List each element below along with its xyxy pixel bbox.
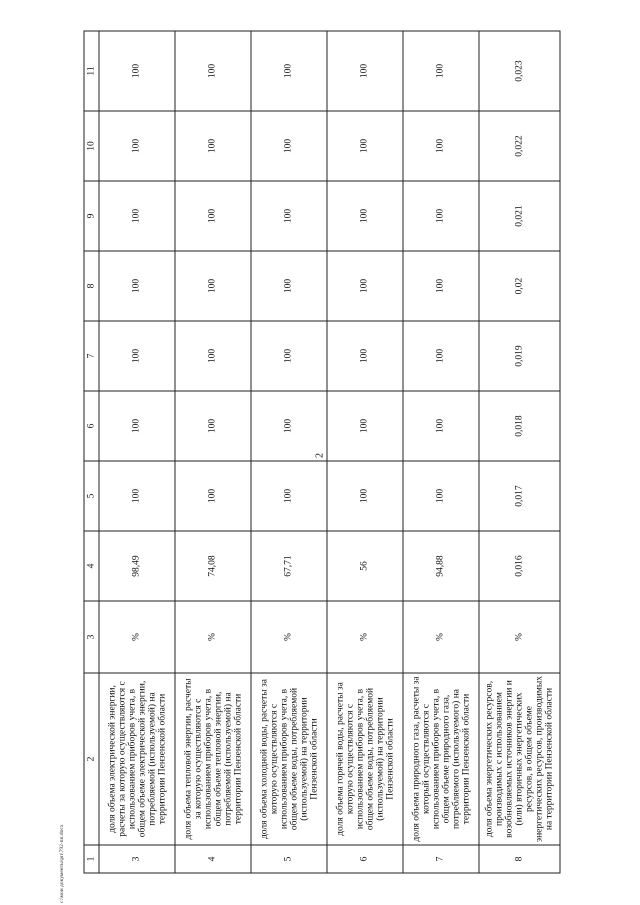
footer-path <box>54 820 70 903</box>
header-cell: 5 <box>84 461 99 531</box>
row-unit: % <box>327 601 403 673</box>
header-row <box>84 31 99 873</box>
value-cell: 100 <box>251 31 327 111</box>
footer-path-text: c:\мои документы\рп\792-пп.docx <box>59 824 65 903</box>
header-cell: 1 <box>84 845 99 873</box>
header-cell: 4 <box>84 531 99 601</box>
value-cell: 100 <box>99 111 175 181</box>
header-cell: 6 <box>84 391 99 461</box>
header-cell: 9 <box>84 181 99 251</box>
value-cell: 100 <box>99 461 175 531</box>
value-cell: 100 <box>251 251 327 321</box>
value-cell: 100 <box>327 251 403 321</box>
value-cell: 100 <box>175 321 251 391</box>
row-description: доля объема энергетических ресурсов, производимых с использованием возобновляемых источников энергии и (или) вторичных энергетических ресурсов, в общем объеме энергетических ресурсов, производимых на территории Пензенской области <box>479 673 560 845</box>
value-cell: 100 <box>99 251 175 321</box>
value-cell: 0,021 <box>479 181 560 251</box>
row-number: 6 <box>327 845 403 873</box>
row-unit: % <box>175 601 251 673</box>
row-number: 7 <box>403 845 479 873</box>
row-number: 4 <box>175 845 251 873</box>
value-cell: 100 <box>327 461 403 531</box>
row-unit: % <box>251 601 327 673</box>
row-description: доля объема тепловой энергии, расчеты за которую осуществляются с использованием приборов учета, в общем объеме тепловой энергии, потребляемой (используемой) на территории Пензенской области <box>175 673 251 845</box>
value-cell: 0,019 <box>479 321 560 391</box>
header-cell: 8 <box>84 251 99 321</box>
value-cell: 100 <box>175 181 251 251</box>
row-description: доля объема холодной воды, расчеты за которую осуществляются с использованием приборов учета, в общем объеме воды, потребляемой (используемой) на территории Пензенской области <box>251 673 327 845</box>
value-cell: 0,017 <box>479 461 560 531</box>
value-cell: 100 <box>175 111 251 181</box>
value-cell: 100 <box>175 391 251 461</box>
row-unit: % <box>403 601 479 673</box>
row-unit: % <box>99 601 175 673</box>
value-cell: 100 <box>175 461 251 531</box>
header-cell: 10 <box>84 111 99 181</box>
table-row <box>479 31 560 873</box>
value-cell: 98,49 <box>99 531 175 601</box>
indicators-table <box>84 31 561 874</box>
row-description: доля объема горячей воды, расчеты за которую осуществляются с использованием приборов учета, в общем объеме воды, потребляемой (используемой) на территории Пензенской области <box>327 673 403 845</box>
row-number: 8 <box>479 845 560 873</box>
row-number: 5 <box>251 845 327 873</box>
value-cell: 100 <box>251 321 327 391</box>
value-cell: 100 <box>327 181 403 251</box>
rotated-table-wrapper <box>84 32 557 874</box>
value-cell: 100 <box>403 181 479 251</box>
value-cell: 100 <box>251 391 327 461</box>
row-number: 3 <box>99 845 175 873</box>
table-row <box>99 31 175 873</box>
value-cell: 100 <box>175 251 251 321</box>
value-cell: 100 <box>251 181 327 251</box>
value-cell: 74,08 <box>175 531 251 601</box>
value-cell: 100 <box>403 461 479 531</box>
value-cell: 94,88 <box>403 531 479 601</box>
value-cell: 67,71 <box>251 531 327 601</box>
header-cell: 7 <box>84 321 99 391</box>
value-cell: 100 <box>251 461 327 531</box>
value-cell: 100 <box>99 391 175 461</box>
row-unit: % <box>479 601 560 673</box>
value-cell: 100 <box>403 251 479 321</box>
header-cell: 11 <box>84 31 99 111</box>
header-cell: 3 <box>84 601 99 673</box>
value-cell: 100 <box>403 391 479 461</box>
value-cell: 100 <box>251 111 327 181</box>
header-cell: 2 <box>84 673 99 845</box>
table-row <box>251 31 327 873</box>
value-cell: 100 <box>403 31 479 111</box>
value-cell: 100 <box>327 111 403 181</box>
row-description: доля объема электрической энергии, расчеты за которую осуществляются с использованием приборов учета, в общем объеме электрической энергии, потребляемой (используемой) на территории Пензенской области <box>99 673 175 845</box>
value-cell: 56 <box>327 531 403 601</box>
value-cell: 100 <box>327 391 403 461</box>
value-cell: 100 <box>99 31 175 111</box>
table-row <box>403 31 479 873</box>
value-cell: 100 <box>327 31 403 111</box>
value-cell: 0,022 <box>479 111 560 181</box>
table-row <box>175 31 251 873</box>
value-cell: 0,023 <box>479 31 560 111</box>
value-cell: 100 <box>99 321 175 391</box>
value-cell: 0,016 <box>479 531 560 601</box>
value-cell: 100 <box>175 31 251 111</box>
value-cell: 100 <box>403 321 479 391</box>
value-cell: 100 <box>403 111 479 181</box>
row-description: доля объема природного газа, расчеты за который осуществляются с использованием приборов учета, в общем объеме природного газа, потребляемого (используемого) на территории Пензенской области <box>403 673 479 845</box>
value-cell: 0,018 <box>479 391 560 461</box>
page-number: 2 <box>314 453 326 458</box>
value-cell: 100 <box>99 181 175 251</box>
value-cell: 100 <box>327 321 403 391</box>
table-row <box>327 31 403 873</box>
value-cell: 0,02 <box>479 251 560 321</box>
